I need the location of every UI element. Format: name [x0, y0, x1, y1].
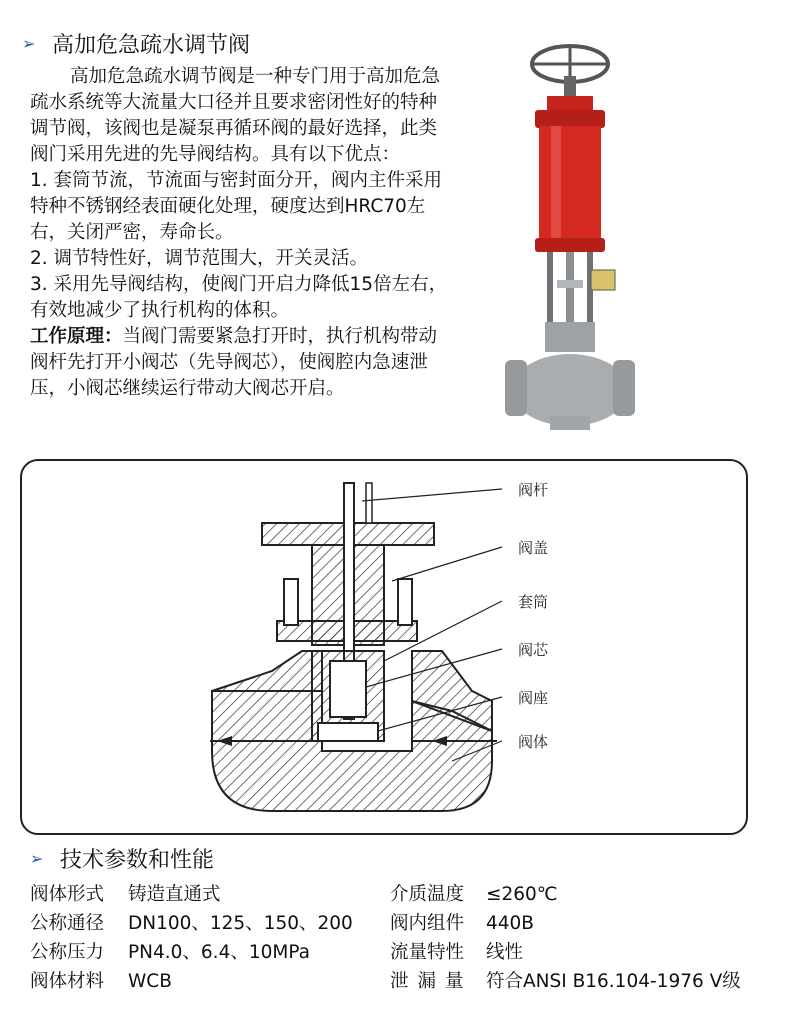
intro-paragraph: 高加危急疏水调节阀是一种专门用于高加危急疏水系统等大流量大口径并且要求密闭性好的特种调节阀，该阀也是凝泵再循环阀的最好选择，此类阀门采用先进的先导阀结构。具有以下优点：: [30, 66, 441, 165]
spec-key: 公称压力: [30, 942, 105, 963]
arrow-bullet-icon: ➢: [22, 34, 36, 53]
spec-row: [390, 880, 741, 909]
section-title: 高加危急疏水调节阀: [52, 33, 251, 58]
spec-key: 流量特性: [390, 942, 465, 963]
spec-row: [30, 909, 353, 938]
spec-key: 阀体形式: [30, 884, 105, 905]
label-bonnet: 阀盖: [518, 539, 549, 557]
label-cage: 套筒: [518, 593, 549, 611]
spec-list-right: [390, 880, 741, 996]
section-heading-specs: [30, 843, 214, 874]
spec-value: PN4.0、6.4、10MPa: [128, 942, 311, 963]
cross-section-drawing: [22, 461, 746, 833]
advantage-1: 1. 套筒节流，节流面与密封面分开，阀内主件采用特种不锈钢经表面硬化处理，硬度达到HRC70左右，关闭严密，寿命长。: [30, 170, 443, 243]
spec-value: 铸造直通式: [128, 884, 221, 905]
label-body: 阀体: [518, 733, 549, 751]
arrow-bullet-icon: ➢: [30, 849, 44, 868]
spec-row: [390, 967, 741, 996]
label-seat: 阀座: [518, 689, 549, 707]
label-stem: 阀杆: [518, 481, 549, 499]
section-heading-valve: [22, 28, 250, 59]
spec-value: DN100、125、150、200: [128, 913, 353, 934]
spec-row: [30, 938, 353, 967]
intro-text: [30, 64, 450, 402]
working-principle-label: 工作原理：: [30, 326, 123, 347]
spec-row: [30, 967, 353, 996]
spec-list-left: [30, 880, 353, 996]
spec-key: 介质温度: [390, 884, 465, 905]
label-plug: 阀芯: [518, 641, 549, 659]
spec-row: [30, 880, 353, 909]
spec-row: [390, 909, 741, 938]
advantage-3: 3. 采用先导阀结构，使阀门开启力降低15倍左右，有效地减少了执行机构的体积。: [30, 274, 448, 321]
section-title: 技术参数和性能: [60, 848, 215, 873]
spec-key: 泄漏量: [390, 971, 473, 992]
spec-value: 线性: [486, 942, 524, 963]
spec-key: 阀体材料: [30, 971, 105, 992]
valve-cross-section-diagram: [20, 459, 748, 835]
spec-value: 符合ANSI B16.104-1976 V级: [486, 971, 741, 992]
valve-product-photo: [495, 40, 645, 432]
spec-key: 公称通径: [30, 913, 105, 934]
spec-value: WCB: [128, 971, 172, 992]
advantage-2: 2. 调节特性好，调节范围大，开关灵活。: [30, 248, 369, 269]
spec-row: [390, 938, 741, 967]
working-principle: [30, 324, 450, 402]
working-principle-text: 当阀门需要紧急打开时，执行机构带动阀杆先打开小阀芯（先导阀芯），使阀腔内急速泄压，小阀芯继续运行带动大阀芯开启。: [30, 326, 438, 399]
spec-value: ≤260℃: [486, 884, 558, 905]
spec-key: 阀内组件: [390, 913, 465, 934]
spec-value: 440B: [486, 913, 535, 934]
